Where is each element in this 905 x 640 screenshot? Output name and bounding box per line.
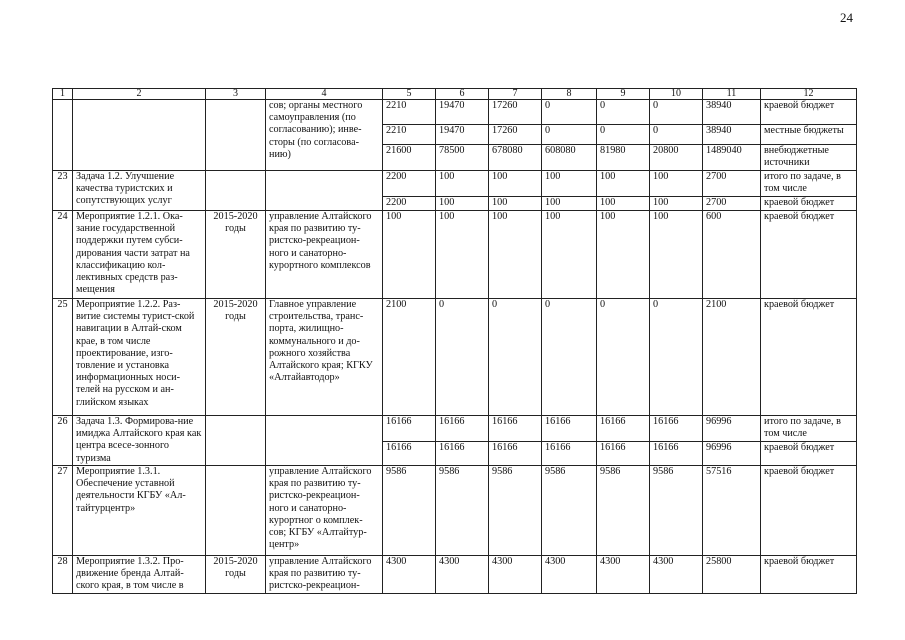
value-cell: 100 [597, 171, 650, 197]
value-cell: 0 [436, 299, 489, 416]
value-cell: 100 [542, 211, 597, 299]
task-name-cell: Задача 1.2. Улучшение качества туристских и сопутствующих услуг [73, 171, 206, 211]
value-cell: 16166 [383, 442, 436, 466]
value-cell: 38940 [703, 125, 761, 145]
source-cell: итого по задаче, в том числе [761, 171, 857, 197]
value-cell: 100 [489, 171, 542, 197]
source-cell: краевой бюджет [761, 299, 857, 416]
header-cell: 2 [73, 89, 206, 100]
value-cell: 16166 [436, 442, 489, 466]
value-cell: 0 [489, 299, 542, 416]
value-cell: 100 [597, 211, 650, 299]
period-cell: 2015-2020 годы [206, 299, 266, 416]
row-number: 24 [53, 211, 73, 299]
header-cell: 8 [542, 89, 597, 100]
table-row [53, 100, 857, 125]
value-cell: 678080 [489, 145, 542, 171]
value-cell: 96996 [703, 416, 761, 442]
measure-name-cell: Мероприятие 1.2.2. Раз-витие системы турист-ской навигации в Алтай-ском крае, в том числе проектирование, изго-товление и установка информационных носи-телей на русском и ан-глийском языках [73, 299, 206, 416]
value-cell: 100 [542, 197, 597, 211]
value-cell: 81980 [597, 145, 650, 171]
value-cell: 0 [597, 299, 650, 416]
value-cell: 100 [650, 171, 703, 197]
value-cell: 96996 [703, 442, 761, 466]
header-cell: 7 [489, 89, 542, 100]
value-cell: 100 [597, 197, 650, 211]
source-cell: краевой бюджет [761, 211, 857, 299]
table-row [53, 299, 857, 416]
executor-cell: управление Алтайского края по развитию ту-ристско-рекреацион-ного и санаторно-курортного комплексов [266, 211, 383, 299]
table-row [53, 171, 857, 197]
header-cell: 3 [206, 89, 266, 100]
value-cell: 0 [542, 100, 597, 125]
value-cell: 25800 [703, 556, 761, 594]
value-cell: 16166 [489, 442, 542, 466]
value-cell: 2700 [703, 197, 761, 211]
row-number: 28 [53, 556, 73, 594]
task-name-cell: Задача 1.3. Формирова-ние имиджа Алтайского края как центра всесе-зонного туризма [73, 416, 206, 466]
table-row [53, 211, 857, 299]
value-cell: 78500 [436, 145, 489, 171]
executor-cell: сов; органы местного самоуправления (по согласованию); инве-сторы (по согласова-нию) [266, 100, 383, 171]
source-cell: итого по задаче, в том числе [761, 416, 857, 442]
value-cell: 2210 [383, 100, 436, 125]
value-cell: 0 [650, 100, 703, 125]
header-cell: 10 [650, 89, 703, 100]
value-cell: 0 [597, 125, 650, 145]
value-cell: 16166 [436, 416, 489, 442]
value-cell: 2200 [383, 197, 436, 211]
value-cell: 21600 [383, 145, 436, 171]
row-number: 26 [53, 416, 73, 466]
value-cell: 0 [597, 100, 650, 125]
source-cell: краевой бюджет [761, 197, 857, 211]
value-cell: 9586 [650, 466, 703, 556]
row-number: 27 [53, 466, 73, 556]
source-cell: краевой бюджет [761, 100, 857, 125]
value-cell: 16166 [650, 416, 703, 442]
value-cell: 4300 [542, 556, 597, 594]
value-cell: 4300 [436, 556, 489, 594]
period-cell: 2015-2020 годы [206, 211, 266, 299]
value-cell: 17260 [489, 100, 542, 125]
header-cell: 9 [597, 89, 650, 100]
header-cell: 1 [53, 89, 73, 100]
value-cell: 16166 [542, 416, 597, 442]
value-cell: 4300 [383, 556, 436, 594]
value-cell: 4300 [489, 556, 542, 594]
table-row [53, 416, 857, 442]
period-cell: 2015-2020 годы [206, 556, 266, 594]
value-cell: 16166 [383, 416, 436, 442]
program-table [52, 88, 857, 594]
value-cell: 9586 [383, 466, 436, 556]
value-cell: 0 [650, 299, 703, 416]
header-cell: 11 [703, 89, 761, 100]
value-cell: 38940 [703, 100, 761, 125]
header-cell: 4 [266, 89, 383, 100]
header-cell: 12 [761, 89, 857, 100]
period-cell [206, 466, 266, 556]
executor-cell: управление Алтайского края по развитию ту-ристско-рекреацион-ного и санаторно-курортног о комплек-сов; КГБУ «Алтайтур-центр» [266, 466, 383, 556]
source-cell: краевой бюджет [761, 556, 857, 594]
value-cell: 100 [650, 197, 703, 211]
value-cell: 9586 [597, 466, 650, 556]
measure-name-cell: Мероприятие 1.3.2. Про-движение бренда Алтай-ского края, в том числе в [73, 556, 206, 594]
value-cell: 2100 [383, 299, 436, 416]
value-cell: 608080 [542, 145, 597, 171]
page-number: 24 [840, 10, 853, 25]
value-cell: 100 [650, 211, 703, 299]
value-cell: 17260 [489, 125, 542, 145]
value-cell: 16166 [489, 416, 542, 442]
header-cell: 6 [436, 89, 489, 100]
source-cell: местные бюджеты [761, 125, 857, 145]
value-cell: 16166 [597, 442, 650, 466]
value-cell: 20800 [650, 145, 703, 171]
row-number: 25 [53, 299, 73, 416]
value-cell: 0 [542, 125, 597, 145]
header-row [53, 89, 857, 100]
value-cell: 16166 [542, 442, 597, 466]
value-cell: 100 [436, 211, 489, 299]
value-cell: 0 [650, 125, 703, 145]
value-cell: 16166 [650, 442, 703, 466]
value-cell: 100 [489, 197, 542, 211]
executor-cell: управление Алтайского края по развитию ту-ристско-рекреацион- [266, 556, 383, 594]
value-cell: 19470 [436, 100, 489, 125]
value-cell: 100 [383, 211, 436, 299]
value-cell: 19470 [436, 125, 489, 145]
source-cell: внебюджетные источники [761, 145, 857, 171]
value-cell: 2210 [383, 125, 436, 145]
value-cell: 100 [436, 197, 489, 211]
row-number: 23 [53, 171, 73, 211]
measure-name-cell: Мероприятие 1.3.1. Обеспечение уставной деятельности КГБУ «Ал-тайтурцентр» [73, 466, 206, 556]
value-cell: 100 [542, 171, 597, 197]
measure-name-cell: Мероприятие 1.2.1. Ока-зание государственной поддержки путем субси-дирования части затрат на классификацию кол-лективных средств раз-мещения [73, 211, 206, 299]
source-cell: краевой бюджет [761, 466, 857, 556]
source-cell: краевой бюджет [761, 442, 857, 466]
value-cell: 9586 [436, 466, 489, 556]
value-cell: 2100 [703, 299, 761, 416]
value-cell: 0 [542, 299, 597, 416]
value-cell: 16166 [597, 416, 650, 442]
value-cell: 100 [489, 211, 542, 299]
value-cell: 4300 [597, 556, 650, 594]
value-cell: 1489040 [703, 145, 761, 171]
value-cell: 9586 [542, 466, 597, 556]
value-cell: 4300 [650, 556, 703, 594]
table-row [53, 556, 857, 594]
executor-cell: Главное управление строительства, транс-порта, жилищно-коммунального и до-рожного хозяйства Алтайского края; КГКУ «Алтайавтодор» [266, 299, 383, 416]
value-cell: 2200 [383, 171, 436, 197]
value-cell: 9586 [489, 466, 542, 556]
value-cell: 600 [703, 211, 761, 299]
value-cell: 100 [436, 171, 489, 197]
header-cell: 5 [383, 89, 436, 100]
value-cell: 57516 [703, 466, 761, 556]
value-cell: 2700 [703, 171, 761, 197]
table-row [53, 466, 857, 556]
